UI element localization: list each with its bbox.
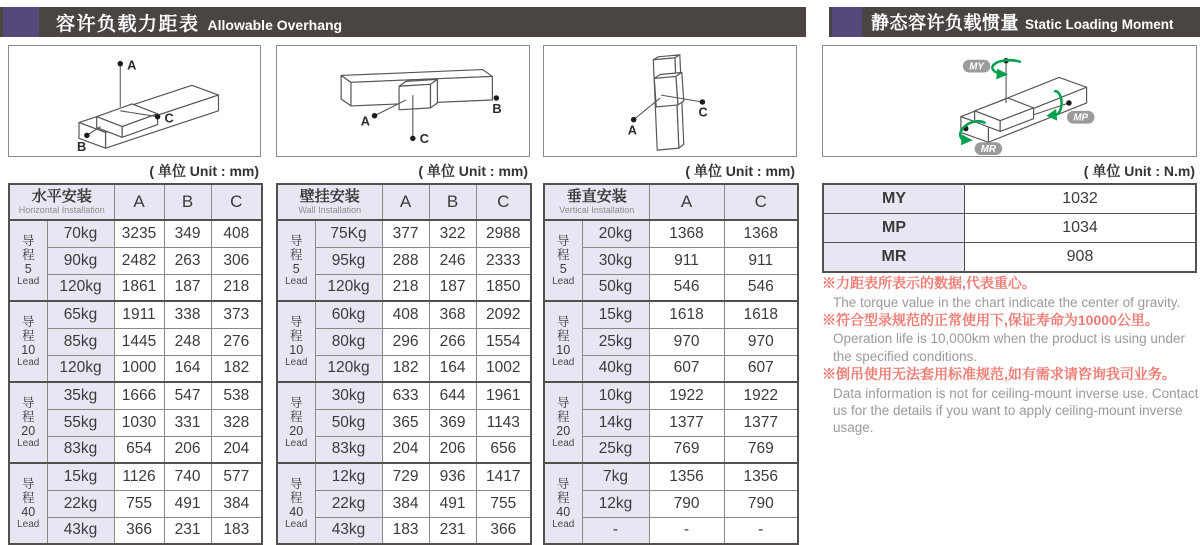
lead-cell (9, 301, 47, 382)
vertical-installation-table (543, 183, 799, 545)
point-a-label: A (127, 57, 137, 73)
lead-num: 20 (556, 423, 571, 438)
value-cell: 365 (382, 409, 429, 436)
value-cell: - (649, 517, 724, 544)
lead-cell (277, 220, 315, 301)
column-header-c: C (211, 184, 262, 220)
table-row (277, 301, 531, 328)
load-cell: 20kg (582, 220, 649, 247)
value-cell: 206 (429, 436, 476, 463)
isometric-rail-drawing (544, 46, 796, 156)
lead-num: 20 (289, 423, 304, 438)
value-cell: 911 (649, 247, 724, 274)
table-row (544, 274, 798, 301)
value-cell: 546 (724, 274, 798, 301)
lead-cell (544, 301, 582, 382)
value-cell: 1126 (114, 463, 164, 490)
moment-value-mr: 908 (965, 243, 1197, 273)
value-cell: 1377 (724, 409, 798, 436)
column-header-c: C (476, 184, 531, 220)
table-row (277, 436, 531, 463)
value-cell: 1850 (476, 274, 531, 301)
column-header-b: B (429, 184, 476, 220)
load-cell: 120kg (47, 355, 114, 382)
table-row (277, 409, 531, 436)
value-cell: 1618 (724, 301, 798, 328)
value-cell: 1356 (724, 463, 798, 490)
table-row (277, 517, 531, 544)
load-cell: 22kg (47, 490, 114, 517)
table-row (277, 328, 531, 355)
value-cell: 288 (382, 247, 429, 274)
column-header-a: A (649, 184, 724, 220)
value-cell: 538 (211, 382, 262, 409)
lead-cell (9, 382, 47, 463)
point-a-label: A (627, 122, 637, 138)
table-header-row (277, 184, 531, 220)
moment-label-mp: MP (823, 214, 965, 243)
table-header-row (544, 184, 798, 220)
table-title (277, 184, 382, 220)
table-row (277, 247, 531, 274)
lead-zh: 导程 (556, 395, 570, 424)
section-title-en: Allowable Overhang (207, 16, 343, 33)
lead-zh: 导程 (556, 476, 570, 505)
value-cell: 577 (211, 463, 262, 490)
value-cell: 366 (114, 517, 164, 544)
column-header-b: B (164, 184, 211, 220)
moment-my-badge: MY (969, 61, 984, 73)
note-zh: ※倒吊使用无法套用标准规范,如有需求请咨询我司业务。 (822, 365, 1176, 382)
value-cell: 246 (429, 247, 476, 274)
value-cell: 296 (382, 328, 429, 355)
value-cell: 633 (382, 382, 429, 409)
value-cell: 266 (429, 328, 476, 355)
load-cell: 90kg (47, 247, 114, 274)
value-cell: 936 (429, 463, 476, 490)
wall-installation-table (276, 183, 532, 545)
value-cell: 1002 (476, 355, 531, 382)
value-cell: 248 (164, 328, 211, 355)
lead-en: Lead (285, 438, 308, 450)
value-cell: 2482 (114, 247, 164, 274)
value-cell: 1666 (114, 382, 164, 409)
value-cell: 187 (429, 274, 476, 301)
value-cell: 306 (211, 247, 262, 274)
load-cell: 12kg (315, 463, 382, 490)
static-loading-moment-table (822, 183, 1197, 273)
lead-num: 5 (559, 261, 567, 276)
value-cell: 187 (164, 274, 211, 301)
lead-en: Lead (17, 438, 40, 450)
load-cell: 80kg (315, 328, 382, 355)
value-cell: 384 (382, 490, 429, 517)
value-cell: 373 (211, 301, 262, 328)
table-row (544, 220, 798, 247)
value-cell: 338 (164, 301, 211, 328)
load-cell: 70kg (47, 220, 114, 247)
unit-label-mm: ( 单位 Unit : mm) (685, 163, 795, 179)
note-zh: ※力距表所表示的数据,代表重心。 (822, 275, 1036, 291)
value-cell: 3235 (114, 220, 164, 247)
load-cell: 35kg (47, 382, 114, 409)
load-cell: 50kg (315, 409, 382, 436)
value-cell: 1911 (114, 301, 164, 328)
value-cell: 408 (211, 220, 262, 247)
value-cell: 218 (382, 274, 429, 301)
point-c-label: C (419, 131, 429, 147)
value-cell: 729 (382, 463, 429, 490)
value-cell: 1554 (476, 328, 531, 355)
table-row (823, 214, 1196, 243)
table-row (9, 436, 262, 463)
table-row (9, 382, 262, 409)
table-row (277, 355, 531, 382)
section-header-allowable-overhang (0, 7, 806, 37)
value-cell: 546 (649, 274, 724, 301)
value-cell: 1922 (724, 382, 798, 409)
value-cell: 331 (164, 409, 211, 436)
value-cell: 206 (164, 436, 211, 463)
table-title-zh: 壁挂安装 (299, 187, 360, 205)
value-cell: 970 (649, 328, 724, 355)
value-cell: 1368 (649, 220, 724, 247)
unit-label-mm: ( 单位 Unit : mm) (418, 163, 528, 179)
value-cell: - (724, 517, 798, 544)
table-row (277, 463, 531, 490)
load-cell: 15kg (582, 301, 649, 328)
value-cell: 328 (211, 409, 262, 436)
note-zh: ※符合型录规范的正常使用下,保证寿命为10000公里。 (822, 311, 1159, 328)
unit-label-nm: ( 单位 Unit : N.m) (1083, 163, 1195, 179)
value-cell: 2988 (476, 220, 531, 247)
load-cell: 12kg (582, 490, 649, 517)
lead-zh: 导程 (21, 476, 35, 505)
table-row (544, 517, 798, 544)
value-cell: 1618 (649, 301, 724, 328)
load-cell: 50kg (582, 274, 649, 301)
table-title-en: Wall Installation (298, 205, 362, 215)
value-cell: 231 (164, 517, 211, 544)
load-cell: 85kg (47, 328, 114, 355)
moment-value-mp: 1034 (965, 214, 1197, 243)
load-cell: 43kg (47, 517, 114, 544)
unit-label-mm: ( 单位 Unit : mm) (149, 163, 259, 179)
load-cell: 95kg (315, 247, 382, 274)
load-cell: 120kg (47, 274, 114, 301)
value-cell: 769 (724, 436, 798, 463)
lead-cell (277, 301, 315, 382)
lead-cell (9, 220, 47, 301)
value-cell: 218 (211, 274, 262, 301)
load-cell: 14kg (582, 409, 649, 436)
value-cell: 1961 (476, 382, 531, 409)
load-cell: 55kg (47, 409, 114, 436)
value-cell: 263 (164, 247, 211, 274)
value-cell: 1417 (476, 463, 531, 490)
table-row (9, 463, 262, 490)
point-c-label: C (164, 110, 174, 126)
lead-en: Lead (285, 519, 308, 531)
load-cell: 43kg (315, 517, 382, 544)
value-cell: 368 (429, 301, 476, 328)
value-cell: 607 (649, 355, 724, 382)
table-row (9, 301, 262, 328)
value-cell: 1445 (114, 328, 164, 355)
lead-en: Lead (17, 519, 40, 531)
table-row (9, 409, 262, 436)
table-row (544, 301, 798, 328)
lead-zh: 导程 (21, 395, 35, 424)
point-b-label: B (492, 100, 502, 116)
table-row (277, 382, 531, 409)
table-title-en: Vertical Installation (559, 205, 635, 215)
value-cell: 377 (382, 220, 429, 247)
lead-zh: 导程 (289, 395, 303, 424)
value-cell: 231 (429, 517, 476, 544)
lead-num: 10 (556, 342, 571, 357)
accent-square (832, 7, 862, 37)
value-cell: 1030 (114, 409, 164, 436)
section-title-en: Static Loading Moment (1025, 17, 1174, 32)
value-cell: 183 (211, 517, 262, 544)
lead-en: Lead (552, 519, 575, 531)
table-title (9, 184, 114, 220)
value-cell: 654 (114, 436, 164, 463)
lead-num: 5 (292, 261, 300, 276)
value-cell: 911 (724, 247, 798, 274)
value-cell: 1377 (649, 409, 724, 436)
value-cell: 491 (164, 490, 211, 517)
value-cell: 790 (724, 490, 798, 517)
moment-mp-badge: MP (1073, 112, 1089, 124)
load-cell: 75Kg (315, 220, 382, 247)
value-cell: 182 (382, 355, 429, 382)
table-row (544, 436, 798, 463)
section-header-static-loading-moment (829, 7, 1200, 37)
moment-label-my: MY (823, 184, 965, 214)
value-cell: 366 (476, 517, 531, 544)
column-header-a: A (114, 184, 164, 220)
lead-zh: 导程 (21, 314, 35, 343)
lead-zh: 导程 (289, 233, 303, 262)
value-cell: 384 (211, 490, 262, 517)
wall-installation-diagram (276, 45, 530, 157)
lead-cell (544, 220, 582, 301)
point-a-label: A (360, 113, 370, 129)
load-cell: 22kg (315, 490, 382, 517)
lead-num: 40 (289, 504, 304, 519)
value-cell: 1861 (114, 274, 164, 301)
table-header-row (9, 184, 262, 220)
value-cell: 1922 (649, 382, 724, 409)
value-cell: 547 (164, 382, 211, 409)
value-cell: 369 (429, 409, 476, 436)
table-row (9, 247, 262, 274)
note-item (822, 274, 1200, 311)
moment-label-mr: MR (823, 243, 965, 273)
lead-zh: 导程 (556, 233, 570, 262)
value-cell: 1368 (724, 220, 798, 247)
note-item (822, 365, 1200, 436)
lead-num: 20 (21, 423, 36, 438)
table-row (544, 463, 798, 490)
value-cell: 607 (724, 355, 798, 382)
table-row (9, 328, 262, 355)
value-cell: 656 (476, 436, 531, 463)
value-cell: 164 (164, 355, 211, 382)
load-cell: 120kg (315, 274, 382, 301)
table-title-en: Horizontal Installation (18, 205, 105, 215)
lead-en: Lead (552, 357, 575, 369)
lead-num: 10 (21, 342, 36, 357)
value-cell: 164 (429, 355, 476, 382)
load-cell: 15kg (47, 463, 114, 490)
table-row (9, 220, 262, 247)
horizontal-installation-table (8, 183, 263, 545)
lead-en: Lead (17, 276, 40, 288)
column-header-c: C (724, 184, 798, 220)
lead-zh: 导程 (289, 476, 303, 505)
isometric-rail-drawing (277, 46, 529, 156)
value-cell: 182 (211, 355, 262, 382)
value-cell: 204 (382, 436, 429, 463)
table-row (823, 184, 1196, 214)
isometric-rail-moment-drawing (823, 46, 1196, 156)
lead-en: Lead (552, 276, 575, 288)
note-en: Data information is not for ceiling-mount inverse use. Contact us for the details if you want to apply ceiling-mount inverse usage. (833, 385, 1199, 436)
isometric-rail-drawing (9, 46, 260, 156)
moment-mr-badge: MR (980, 144, 997, 156)
value-cell: 1000 (114, 355, 164, 382)
table-row (9, 274, 262, 301)
value-cell: 1356 (649, 463, 724, 490)
value-cell: 349 (164, 220, 211, 247)
table-row (544, 328, 798, 355)
load-cell: 25kg (582, 328, 649, 355)
value-cell: 790 (649, 490, 724, 517)
point-c-label: C (698, 104, 708, 120)
lead-zh: 导程 (289, 314, 303, 343)
value-cell: 276 (211, 328, 262, 355)
table-title (544, 184, 649, 220)
table-row (277, 220, 531, 247)
value-cell: 408 (382, 301, 429, 328)
lead-num: 10 (289, 342, 304, 357)
section-title-zh: 容许负载力距表 (56, 13, 200, 35)
load-cell: 30kg (315, 382, 382, 409)
table-row (544, 490, 798, 517)
value-cell: 740 (164, 463, 211, 490)
load-cell: 7kg (582, 463, 649, 490)
load-cell: - (582, 517, 649, 544)
lead-zh: 导程 (556, 314, 570, 343)
note-en: The torque value in the chart indicate the center of gravity. (833, 294, 1181, 310)
load-cell: 83kg (315, 436, 382, 463)
table-row (277, 274, 531, 301)
lead-en: Lead (285, 276, 308, 288)
horizontal-installation-diagram (8, 45, 261, 157)
column-header-a: A (382, 184, 429, 220)
load-cell: 25kg (582, 436, 649, 463)
value-cell: 183 (382, 517, 429, 544)
point-b-label: B (77, 139, 87, 155)
lead-zh: 导程 (21, 233, 35, 262)
value-cell: 769 (649, 436, 724, 463)
table-row (544, 409, 798, 436)
table-row (277, 490, 531, 517)
lead-num: 40 (21, 504, 36, 519)
vertical-installation-diagram (543, 45, 797, 157)
lead-cell (9, 463, 47, 544)
value-cell: 322 (429, 220, 476, 247)
lead-cell (277, 463, 315, 544)
load-cell: 60kg (315, 301, 382, 328)
table-row (9, 490, 262, 517)
lead-cell (544, 463, 582, 544)
lead-cell (544, 382, 582, 463)
lead-cell (277, 382, 315, 463)
value-cell: 2333 (476, 247, 531, 274)
value-cell: 204 (211, 436, 262, 463)
note-en: Operation life is 10,000km when the product is using under the specified conditions. (833, 331, 1185, 364)
load-cell: 30kg (582, 247, 649, 274)
load-cell: 10kg (582, 382, 649, 409)
lead-num: 40 (556, 504, 571, 519)
value-cell: 644 (429, 382, 476, 409)
table-title-zh: 水平安装 (31, 187, 92, 205)
value-cell: 1143 (476, 409, 531, 436)
lead-en: Lead (552, 438, 575, 450)
accent-square (3, 7, 39, 37)
value-cell: 755 (476, 490, 531, 517)
value-cell: 755 (114, 490, 164, 517)
table-row (823, 243, 1196, 273)
moment-value-my: 1032 (965, 184, 1197, 214)
section-title-zh: 静态容许负载惯量 (871, 13, 1019, 33)
table-row (544, 355, 798, 382)
table-title-zh: 垂直安装 (566, 187, 627, 205)
lead-num: 5 (24, 261, 32, 276)
lead-en: Lead (285, 357, 308, 369)
load-cell: 83kg (47, 436, 114, 463)
static-loading-moment-diagram (822, 45, 1197, 157)
table-row (544, 247, 798, 274)
load-cell: 120kg (315, 355, 382, 382)
note-item (822, 311, 1200, 365)
lead-en: Lead (17, 357, 40, 369)
load-cell: 65kg (47, 301, 114, 328)
table-row (544, 382, 798, 409)
load-cell: 40kg (582, 355, 649, 382)
value-cell: 491 (429, 490, 476, 517)
value-cell: 2092 (476, 301, 531, 328)
table-row (9, 517, 262, 544)
table-row (9, 355, 262, 382)
footnotes (822, 274, 1200, 436)
value-cell: 970 (724, 328, 798, 355)
